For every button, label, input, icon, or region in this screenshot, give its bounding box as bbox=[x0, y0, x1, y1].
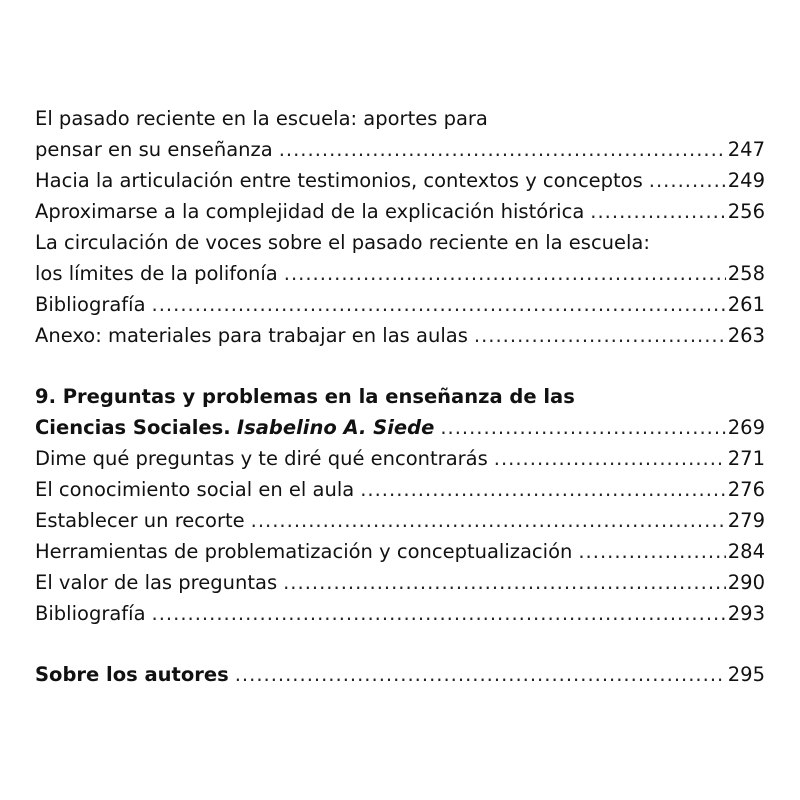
toc-entry bbox=[35, 536, 765, 567]
page-number: 293 bbox=[727, 602, 765, 625]
page-number: 284 bbox=[727, 540, 765, 563]
toc-entry bbox=[35, 289, 765, 320]
chapter-title-part: Ciencias Sociales. bbox=[35, 416, 231, 439]
toc-entry-text: Dime qué preguntas y te diré qué encontrarás bbox=[35, 447, 488, 470]
dot-leader bbox=[590, 196, 725, 227]
dot-leader bbox=[649, 165, 726, 196]
toc-entry-text: Bibliografía bbox=[35, 293, 146, 316]
toc-entry-text: El pasado reciente en la escuela: aportes para bbox=[35, 107, 488, 130]
dot-leader bbox=[283, 567, 726, 598]
dot-leader bbox=[279, 134, 726, 165]
toc-entry-text: Anexo: materiales para trabajar en las aulas bbox=[35, 324, 468, 347]
toc-entry-text: Establecer un recorte bbox=[35, 509, 245, 532]
chapter-heading bbox=[35, 412, 765, 443]
page-number: 295 bbox=[727, 663, 765, 686]
toc-entry-text: los límites de la polifonía bbox=[35, 262, 278, 285]
page-number: 276 bbox=[727, 478, 765, 501]
page-number: 271 bbox=[727, 447, 765, 470]
dot-leader bbox=[578, 536, 725, 567]
toc-entry-text: El conocimiento social en el aula bbox=[35, 478, 355, 501]
chapter-title-continued bbox=[35, 412, 434, 443]
toc-entry-text: Bibliografía bbox=[35, 602, 146, 625]
toc-entry-text: Hacia la articulación entre testimonios, contextos y conceptos bbox=[35, 169, 643, 192]
page-number: 247 bbox=[727, 138, 765, 161]
page-number: 256 bbox=[727, 200, 765, 223]
toc-entry-text: pensar en su enseñanza bbox=[35, 138, 273, 161]
dot-leader bbox=[440, 412, 725, 443]
toc-entry bbox=[35, 320, 765, 351]
authors-entry-text: Sobre los autores bbox=[35, 663, 229, 686]
chapter-author: Isabelino A. Siede bbox=[236, 416, 435, 439]
page-number: 258 bbox=[727, 262, 765, 285]
page-number: 269 bbox=[727, 416, 765, 439]
toc-entry bbox=[35, 598, 765, 629]
toc-entry bbox=[35, 258, 765, 289]
dot-leader bbox=[360, 474, 726, 505]
dot-leader bbox=[152, 598, 726, 629]
page-number: 279 bbox=[727, 509, 765, 532]
toc-entry-text: La circulación de voces sobre el pasado reciente en la escuela: bbox=[35, 231, 650, 254]
table-of-contents bbox=[35, 103, 765, 690]
section-spacer bbox=[35, 629, 765, 659]
toc-entry bbox=[35, 474, 765, 505]
authors-entry bbox=[35, 659, 765, 690]
toc-entry bbox=[35, 443, 765, 474]
chapter-heading-line bbox=[35, 381, 765, 412]
toc-entry-text: El valor de las preguntas bbox=[35, 571, 278, 594]
dot-leader bbox=[494, 443, 726, 474]
page-number: 290 bbox=[727, 571, 765, 594]
page-number: 263 bbox=[727, 324, 765, 347]
toc-entry bbox=[35, 134, 765, 165]
toc-entry bbox=[35, 196, 765, 227]
toc-entry bbox=[35, 165, 765, 196]
toc-entry-text: Aproximarse a la complejidad de la explicación histórica bbox=[35, 200, 585, 223]
page-number: 249 bbox=[727, 169, 765, 192]
dot-leader bbox=[474, 320, 726, 351]
dot-leader bbox=[235, 659, 726, 690]
dot-leader bbox=[251, 505, 726, 536]
section-spacer bbox=[35, 351, 765, 381]
dot-leader bbox=[152, 289, 726, 320]
page-number: 261 bbox=[727, 293, 765, 316]
toc-entry-text: Herramientas de problematización y conceptualización bbox=[35, 540, 573, 563]
dot-leader bbox=[284, 258, 726, 289]
toc-entry-line bbox=[35, 227, 765, 258]
toc-entry-line bbox=[35, 103, 765, 134]
chapter-title: 9. Preguntas y problemas en la enseñanza de las bbox=[35, 385, 575, 408]
toc-entry bbox=[35, 567, 765, 598]
toc-entry bbox=[35, 505, 765, 536]
